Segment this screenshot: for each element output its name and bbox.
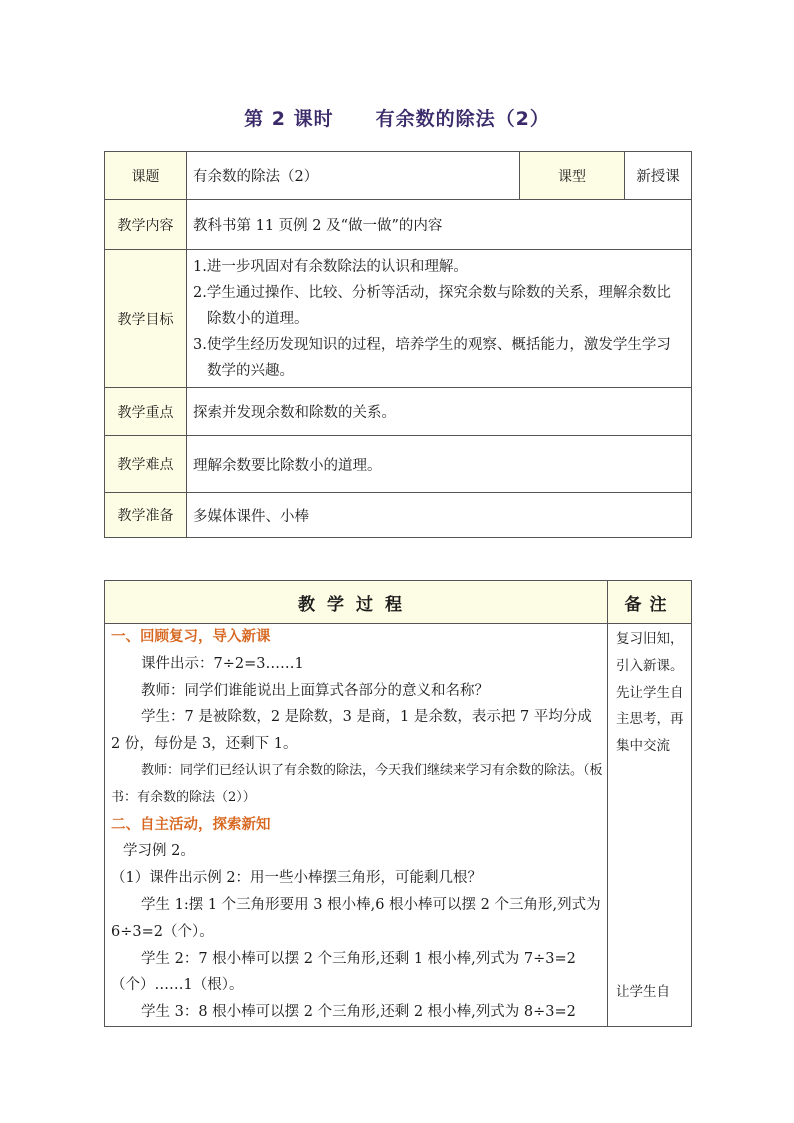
topic-label: 课题 xyxy=(105,152,187,200)
lesson-info-table xyxy=(104,151,692,538)
paragraph: 学生：7 是被除数，2 是除数，3 是商，1 是余数，表示把 7 平均分成 2 份，每份是 3，还剩下 1。 xyxy=(111,709,592,753)
preparation-value: 多媒体课件、小棒 xyxy=(187,493,692,538)
paragraph: 学生 1:摆 1 个三角形要用 3 根小棒,6 根小棒可以摆 2 个三角形,列式为 6÷3=2（个）。 xyxy=(111,896,601,940)
preparation-label: 教学准备 xyxy=(105,493,187,538)
paragraph: 教师：同学们谁能说出上面算式各部分的意义和名称？ xyxy=(141,682,489,699)
paragraph: 学生 3：8 根小棒可以摆 2 个三角形,还剩 2 根小棒,列式为 8÷3=2 xyxy=(141,1004,576,1021)
teaching-process-table xyxy=(104,580,692,1027)
type-value: 新授课 xyxy=(625,152,692,200)
process-header: 教学过程 xyxy=(105,581,608,624)
note-header: 备注 xyxy=(608,581,692,624)
content-value: 教科书第 11 页例 2 及“做一做”的内容 xyxy=(187,200,692,250)
goal-item: 3.使学生经历发现知识的过程，培养学生的观察、概括能力，激发学生学习数学的兴趣。 xyxy=(193,336,671,379)
paragraph: 教师：同学们已经认识了有余数的除法，今天我们继续来学习有余数的除法。（板书：有余数的除法（2）） xyxy=(111,762,603,805)
section-heading: 一、回顾复习，导入新课 xyxy=(111,629,271,645)
difficult-point-label: 教学难点 xyxy=(105,436,187,493)
key-point-value: 探索并发现余数和除数的关系。 xyxy=(187,388,692,436)
page-title xyxy=(0,104,794,131)
paragraph: （1）课件出示例 2：用一些小棒摆三角形，可能剩几根？ xyxy=(111,870,483,887)
lesson-number: 第 2 课时 xyxy=(244,108,334,130)
section-heading: 二、自主活动，探索新知 xyxy=(111,816,271,833)
goal-item: 2.学生通过操作、比较、分析等活动，探究余数与除数的关系，理解余数比除数小的道理。 xyxy=(193,284,671,327)
goals-label: 教学目标 xyxy=(105,250,187,388)
note-text: 让学生自 xyxy=(616,984,670,1000)
note-text: 复习旧知，引入新课。先让学生自主思考，再集中交流 xyxy=(616,631,684,755)
lesson-topic: 有余数的除法（2） xyxy=(375,108,550,130)
difficult-point-value: 理解余数要比除数小的道理。 xyxy=(187,436,692,493)
goal-item: 1.进一步巩固对有余数除法的认识和理解。 xyxy=(193,258,468,275)
key-point-label: 教学重点 xyxy=(105,388,187,436)
type-label: 课型 xyxy=(520,152,625,200)
content-label: 教学内容 xyxy=(105,200,187,250)
process-notes xyxy=(608,624,692,1027)
goals-list xyxy=(187,250,692,388)
topic-value: 有余数的除法（2） xyxy=(187,152,520,200)
paragraph: 学习例 2。 xyxy=(123,843,195,860)
process-content xyxy=(105,624,608,1027)
paragraph: 学生 2：7 根小棒可以摆 2 个三角形,还剩 1 根小棒,列式为 7÷3=2（个）……1（根）。 xyxy=(111,950,576,994)
paragraph: 课件出示：7÷2=3……1 xyxy=(141,655,304,672)
